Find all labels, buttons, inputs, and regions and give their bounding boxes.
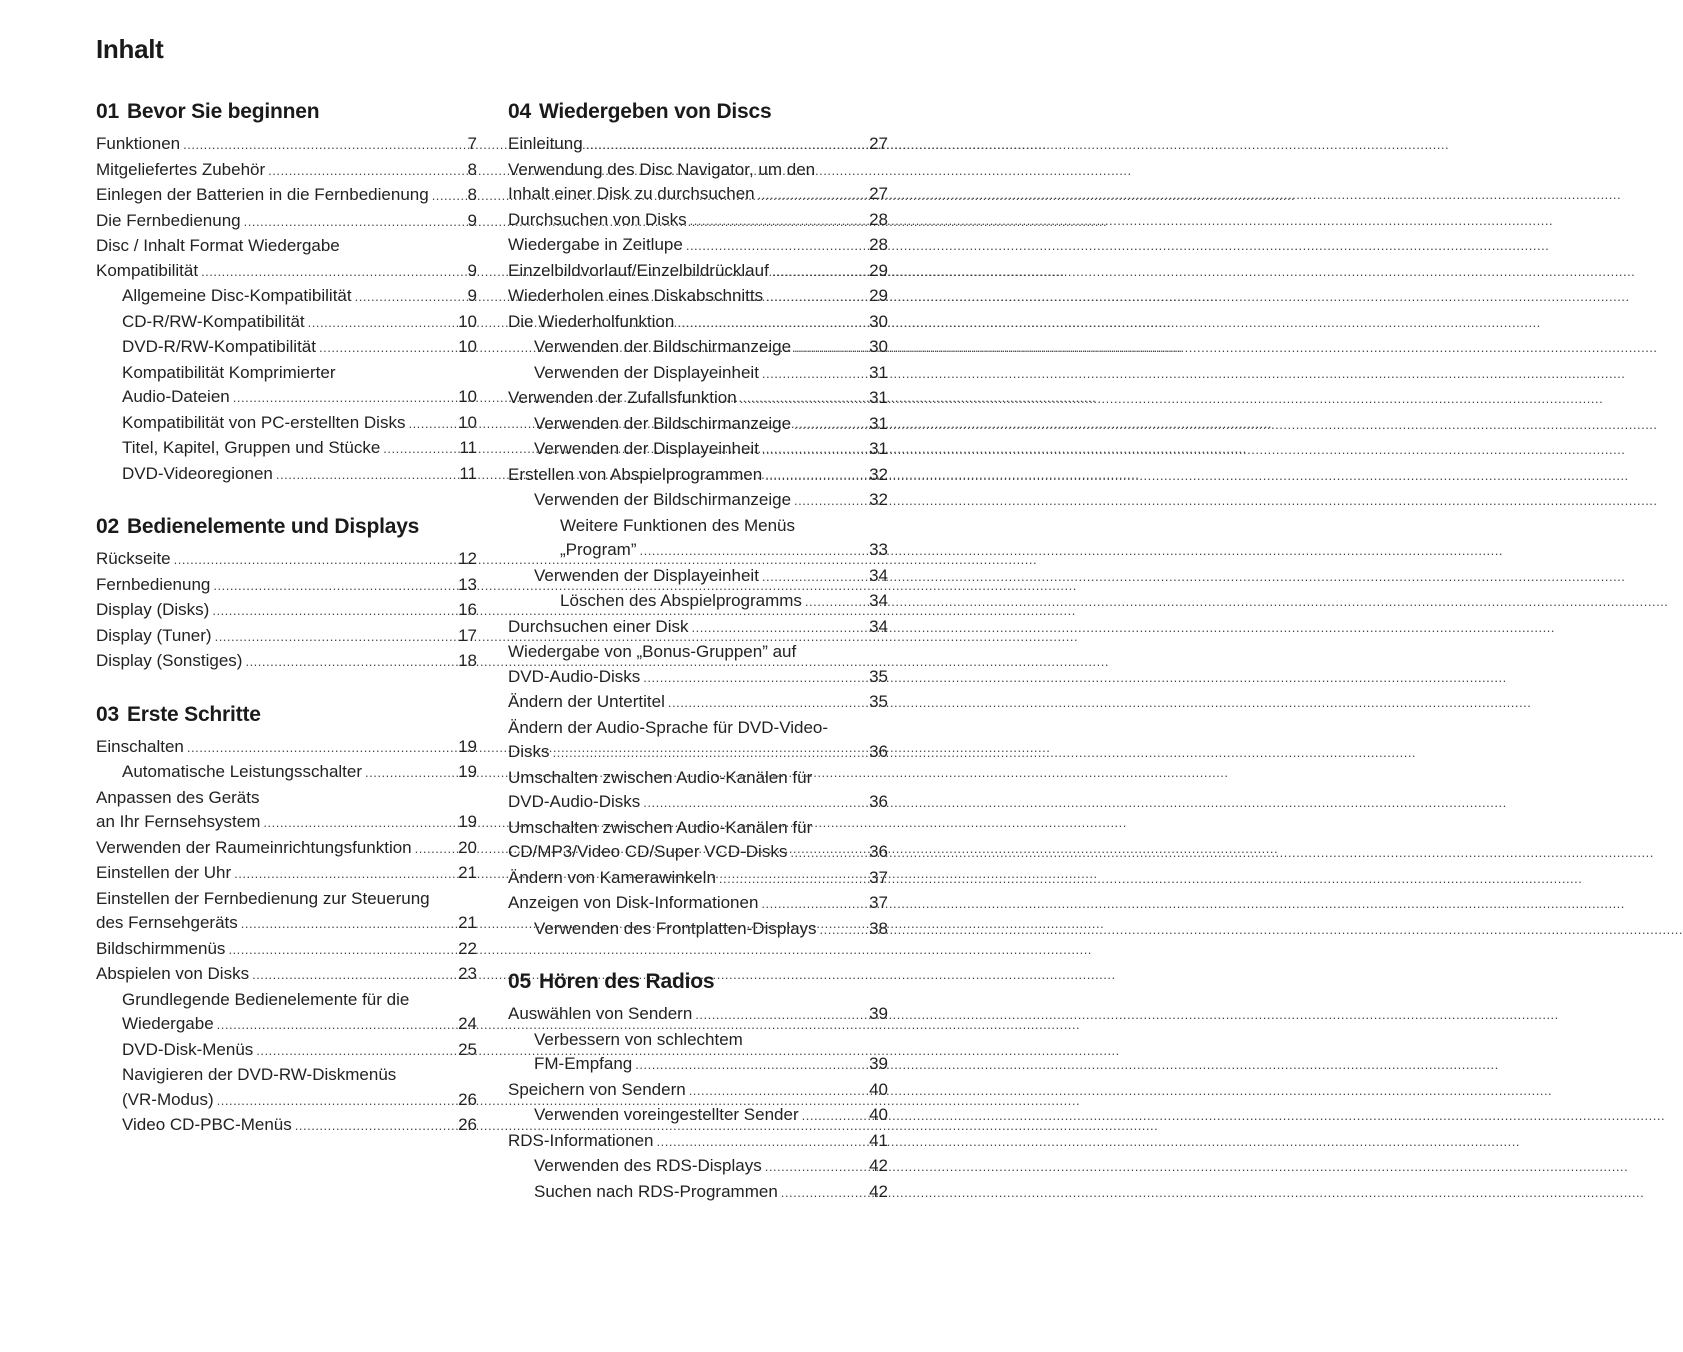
section-number: 05 — [508, 970, 531, 993]
dot-leader — [244, 210, 465, 235]
dot-leader — [794, 413, 866, 438]
toc-entry-line[interactable]: Grundlegende Bedienelemente für die — [122, 989, 410, 1009]
dot-leader — [586, 133, 866, 158]
toc-entry[interactable] — [96, 760, 477, 786]
page-number: 8 — [467, 185, 477, 204]
dot-leader — [758, 183, 866, 208]
dot-leader — [820, 918, 867, 943]
page-number: 35 — [869, 666, 888, 686]
page-number: 27 — [869, 134, 888, 153]
toc-entry[interactable] — [96, 1012, 477, 1038]
page-number: 31 — [869, 413, 888, 433]
toc-entry[interactable] — [508, 412, 888, 438]
page-number: 39 — [869, 1054, 888, 1073]
page-number: 29 — [869, 260, 888, 280]
toc-entry-title: RDS-Informationen — [508, 1130, 654, 1150]
page-number: 7 — [467, 134, 477, 153]
toc-entry-title: Bildschirmmenüs — [96, 938, 226, 958]
toc-entry[interactable] — [508, 361, 888, 387]
page-number: 20 — [458, 837, 477, 857]
dot-leader — [695, 1003, 866, 1028]
page-number: 22 — [458, 938, 477, 958]
toc-entry[interactable] — [508, 1002, 888, 1028]
page-number: 17 — [458, 625, 477, 645]
dot-leader — [691, 616, 866, 641]
page-number: 42 — [869, 1156, 888, 1175]
page-number: 10 — [458, 337, 477, 356]
toc-entry-title: Verwenden des Frontplatten-Displays — [534, 918, 817, 938]
page-number: 24 — [458, 1014, 477, 1033]
toc-entry-title: Verwenden der Bildschirmanzeige — [534, 337, 792, 356]
page-number: 18 — [458, 651, 477, 670]
dot-leader — [187, 736, 455, 761]
toc-entry[interactable] — [508, 840, 888, 866]
dot-leader — [805, 590, 866, 615]
toc-entry-line[interactable]: Umschalten zwischen Audio-Kanälen für — [508, 817, 813, 837]
section-heading — [508, 96, 888, 128]
section-title: Hören des Radios — [538, 970, 715, 993]
toc-entry-title: (VR-Modus) — [122, 1089, 214, 1109]
toc-entry[interactable] — [96, 132, 477, 158]
page-number: 26 — [458, 1115, 477, 1134]
toc-entry[interactable] — [508, 1154, 888, 1180]
toc-entry-line[interactable]: Verwendung des Disc Navigator, um den — [508, 159, 816, 179]
toc-entry[interactable] — [96, 649, 477, 675]
toc-entry[interactable] — [508, 437, 888, 463]
page-number: 28 — [869, 209, 888, 229]
toc-entry[interactable] — [508, 917, 888, 943]
dot-leader — [643, 666, 866, 691]
toc-entry[interactable] — [96, 335, 477, 361]
page-number: 11 — [459, 438, 477, 457]
toc-entry[interactable] — [508, 1180, 888, 1206]
section-title: Wiedergeben von Discs — [538, 100, 772, 123]
toc-entry-title: Einlegen der Batterien in die Fernbedienung — [96, 185, 429, 204]
dot-leader — [762, 565, 866, 590]
dot-leader — [765, 464, 866, 489]
toc-entry-line[interactable]: Anpassen des Geräts — [96, 787, 260, 807]
dot-leader — [319, 336, 455, 361]
toc-entry[interactable] — [508, 132, 888, 158]
toc-entry[interactable] — [96, 911, 477, 937]
page-number: 9 — [467, 260, 477, 280]
page-number: 11 — [459, 463, 477, 483]
toc-entry-title: Disks — [508, 742, 550, 761]
section-title: Bevor Sie beginnen — [126, 100, 320, 123]
dot-leader — [383, 437, 456, 462]
toc-entry[interactable] — [508, 488, 888, 514]
dot-leader — [217, 1089, 455, 1114]
page-number: 31 — [869, 439, 888, 458]
dot-leader — [365, 761, 455, 786]
page-number: 31 — [869, 362, 888, 382]
toc-entry-title: Verwenden der Zufallsfunktion — [508, 388, 737, 407]
toc-entry[interactable] — [96, 462, 477, 488]
toc-entry-title: Anzeigen von Disk-Informationen — [508, 893, 759, 912]
dot-leader — [245, 650, 455, 675]
dot-leader — [643, 791, 866, 816]
dot-leader — [212, 599, 455, 624]
dot-leader — [689, 1079, 866, 1104]
page-number: 21 — [458, 913, 477, 932]
page-number: 10 — [458, 387, 477, 406]
toc-entry-title: Erstellen von Abspielprogrammen — [508, 464, 763, 484]
toc-entry-title: DVD-Disk-Menüs — [122, 1039, 254, 1059]
dot-leader — [241, 912, 455, 937]
toc-entry-title: Display (Sonstiges) — [96, 651, 243, 670]
dot-leader — [174, 548, 455, 573]
dot-leader — [762, 362, 866, 387]
section-number: 03 — [96, 702, 119, 726]
toc-entry-title: Display (Tuner) — [96, 625, 212, 645]
page-number: 27 — [869, 184, 888, 203]
page-number: 13 — [458, 574, 477, 594]
page-number: 29 — [869, 286, 888, 305]
toc-entry-line[interactable]: Einstellen der Fernbedienung zur Steuerung — [96, 888, 430, 908]
toc-entry[interactable] — [96, 1038, 477, 1064]
toc-entry-title: Funktionen — [96, 134, 181, 153]
toc-entry-title: Mitgeliefertes Zubehör — [96, 159, 266, 179]
toc-entry-title: Fernbedienung — [96, 574, 211, 594]
dot-leader — [794, 489, 866, 514]
toc-entry[interactable] — [508, 259, 888, 285]
page-number: 26 — [458, 1089, 477, 1109]
toc-section — [96, 96, 477, 487]
toc-entry-title: Verwenden der Bildschirmanzeige — [534, 413, 792, 433]
dot-leader — [415, 837, 455, 862]
toc-entry-title: Abspielen von Disks — [96, 964, 250, 983]
toc-entry[interactable] — [508, 740, 888, 766]
page-number: 21 — [458, 863, 477, 882]
toc-entry-title: Ändern der Untertitel — [508, 692, 665, 711]
dot-leader — [765, 1155, 866, 1180]
dot-leader — [790, 841, 866, 866]
toc-section — [508, 96, 888, 942]
page-number: 19 — [458, 762, 477, 781]
toc-entry-title: Verwenden der Bildschirmanzeige — [534, 490, 792, 509]
toc-entry-title: DVD-Videoregionen — [122, 463, 273, 483]
page-number: 32 — [869, 464, 888, 484]
toc-entry-title: Einschalten — [96, 736, 184, 756]
toc-entry[interactable] — [508, 665, 888, 691]
page-title: Inhalt — [96, 34, 164, 64]
dot-leader — [228, 938, 455, 963]
section-number: 01 — [96, 100, 119, 123]
section-number: 02 — [96, 515, 119, 538]
toc-entry[interactable] — [96, 573, 477, 599]
toc-entry-line[interactable]: Weitere Funktionen des Menüs — [560, 515, 795, 535]
toc-entry-title: Inhalt einer Disk zu durchsuchen — [508, 184, 755, 203]
dot-leader — [794, 336, 866, 361]
toc-entry-title: Suchen nach RDS-Programmen — [534, 1181, 778, 1201]
toc-entry-title: „Program” — [560, 540, 637, 559]
toc-entry[interactable] — [508, 335, 888, 361]
page-number: 38 — [869, 918, 888, 938]
toc-section — [96, 511, 477, 675]
dot-leader — [772, 260, 866, 285]
dot-leader — [308, 311, 455, 336]
toc-entry[interactable] — [96, 259, 477, 285]
page-number: 25 — [458, 1039, 477, 1059]
toc-entry[interactable] — [96, 735, 477, 761]
page-number: 39 — [869, 1004, 888, 1023]
toc-entry-title: Wiedergabe — [122, 1014, 214, 1033]
toc-entry[interactable] — [508, 386, 888, 412]
dot-leader — [252, 963, 455, 988]
toc-entry[interactable] — [508, 790, 888, 816]
toc-entry-title: Einstellen der Uhr — [96, 863, 232, 882]
toc-entry-title: Video CD-PBC-Menüs — [122, 1115, 292, 1134]
toc-entry[interactable] — [96, 624, 477, 650]
toc-section — [508, 966, 888, 1205]
toc-entry-title: Automatische Leistungsschalter — [122, 762, 363, 781]
toc-entry[interactable] — [96, 962, 477, 988]
toc-entry-title: Verwenden der Raumeinrichtungsfunktion — [96, 837, 412, 857]
dot-leader — [802, 1104, 866, 1129]
page-number: 10 — [458, 412, 477, 432]
toc-entry[interactable] — [508, 182, 888, 208]
page-number: 42 — [869, 1181, 888, 1201]
dot-leader — [263, 811, 455, 836]
toc-entry-title: Die Wiederholfunktion — [508, 311, 675, 331]
toc-entry-title: Verwenden des RDS-Displays — [534, 1156, 762, 1175]
dot-leader — [719, 867, 866, 892]
dot-leader — [256, 1039, 455, 1064]
page-number: 41 — [869, 1130, 888, 1150]
toc-section — [96, 699, 477, 1139]
page-number: 9 — [467, 210, 477, 230]
toc-entry[interactable] — [96, 385, 477, 411]
toc-entry-title: Verwenden der Displayeinheit — [534, 362, 759, 382]
toc-entry[interactable] — [96, 1088, 477, 1114]
toc-entry[interactable] — [96, 209, 477, 235]
toc-entry-title: Durchsuchen einer Disk — [508, 616, 689, 636]
page-number: 34 — [869, 616, 888, 636]
page-number: 34 — [869, 591, 888, 610]
dot-leader — [201, 260, 464, 285]
toc-entry-title: DVD-Audio-Disks — [508, 792, 641, 811]
dot-leader — [295, 1114, 455, 1139]
toc-entry[interactable] — [508, 690, 888, 716]
dot-leader — [766, 285, 866, 310]
dot-leader — [740, 387, 866, 412]
dot-leader — [217, 1013, 455, 1038]
toc-entry[interactable] — [508, 615, 888, 641]
toc-entry[interactable] — [508, 284, 888, 310]
toc-entry[interactable] — [508, 866, 888, 892]
page-number: 40 — [869, 1079, 888, 1099]
toc-entry-title: DVD-Audio-Disks — [508, 666, 641, 686]
dot-leader — [276, 463, 456, 488]
toc-entry-title: Ändern von Kamerawinkeln — [508, 867, 716, 887]
dot-leader — [762, 438, 866, 463]
dot-leader — [355, 285, 465, 310]
dot-leader — [781, 1181, 866, 1206]
toc-entry[interactable] — [96, 810, 477, 836]
dot-leader — [408, 412, 455, 437]
page-number: 35 — [869, 692, 888, 711]
dot-leader — [657, 1130, 867, 1155]
page-number: 12 — [458, 549, 477, 568]
page-number: 9 — [467, 286, 477, 305]
toc-entry-title: DVD-R/RW-Kompatibilität — [122, 337, 316, 356]
page-number: 31 — [869, 388, 888, 407]
toc-entry-line[interactable]: Disc / Inhalt Format Wiedergabe — [96, 236, 340, 255]
toc-entry-title: Wiedergabe in Zeitlupe — [508, 235, 683, 254]
toc-entry-title: Kompatibilität — [96, 260, 199, 280]
toc-entry[interactable] — [508, 1103, 888, 1129]
toc-entry[interactable] — [96, 861, 477, 887]
toc-entry-title: FM-Empfang — [534, 1054, 633, 1073]
page-number: 36 — [869, 742, 888, 761]
dot-leader — [432, 184, 465, 209]
toc-entry[interactable] — [96, 836, 477, 862]
section-heading — [96, 699, 477, 731]
toc-entry-line[interactable]: Umschalten zwischen Audio-Kanälen für — [508, 767, 813, 787]
toc-entry[interactable] — [508, 463, 888, 489]
page-number: 10 — [458, 311, 477, 331]
page-number: 32 — [869, 490, 888, 509]
toc-entry-title: CD-R/RW-Kompatibilität — [122, 311, 305, 331]
page-number: 34 — [869, 565, 888, 585]
toc-entry-title: Allgemeine Disc-Kompatibilität — [122, 286, 352, 305]
toc-entry[interactable] — [96, 411, 477, 437]
dot-leader — [213, 574, 455, 599]
page-number: 8 — [467, 159, 477, 179]
dot-leader — [690, 209, 867, 234]
toc-entry[interactable] — [96, 158, 477, 184]
dot-leader — [640, 539, 867, 564]
toc-entry-line[interactable]: Verbessern von schlechtem — [534, 1029, 743, 1049]
dot-leader — [234, 862, 455, 887]
page-number: 19 — [458, 812, 477, 831]
toc-entry-title: an Ihr Fernsehsystem — [96, 812, 261, 831]
section-heading — [96, 96, 477, 128]
toc-entry[interactable] — [96, 1113, 477, 1139]
toc-entry[interactable] — [508, 589, 888, 615]
page-number: 40 — [869, 1105, 888, 1124]
toc-entry-title: Die Fernbedienung — [96, 210, 241, 230]
toc-entry-title: CD/MP3/Video CD/Super VCD-Disks — [508, 842, 788, 861]
toc-entry[interactable] — [508, 538, 888, 564]
page-number: 19 — [458, 736, 477, 756]
section-heading — [508, 966, 888, 998]
page-number: 30 — [869, 337, 888, 356]
toc-entry[interactable] — [508, 208, 888, 234]
page-number: 28 — [869, 235, 888, 254]
section-title: Erste Schritte — [126, 702, 261, 726]
toc-entry[interactable] — [96, 310, 477, 336]
section-title: Bedienelemente und Displays — [126, 515, 420, 538]
toc-entry[interactable] — [508, 233, 888, 259]
page-number: 16 — [458, 600, 477, 619]
toc-entry-title: Rückseite — [96, 549, 171, 568]
toc-entry-title: Titel, Kapitel, Gruppen und Stücke — [122, 438, 381, 457]
toc-entry-title: Wiederholen eines Diskabschnitts — [508, 286, 764, 305]
dot-leader — [215, 625, 456, 650]
toc-column-left — [96, 96, 477, 1163]
page-number: 36 — [869, 842, 888, 861]
toc-entry[interactable] — [508, 891, 888, 917]
page-number: 37 — [869, 893, 888, 912]
toc-entry-line[interactable]: Wiedergabe von „Bonus-Gruppen” auf — [508, 642, 797, 661]
toc-entry[interactable] — [96, 598, 477, 624]
section-heading — [96, 511, 477, 543]
dot-leader — [233, 386, 455, 411]
toc-entry[interactable] — [508, 1129, 888, 1155]
toc-entry[interactable] — [96, 183, 477, 209]
dot-leader — [268, 159, 464, 184]
dot-leader — [553, 741, 867, 766]
toc-entry-title: Verwenden der Displayeinheit — [534, 439, 759, 458]
toc-entry[interactable] — [96, 436, 477, 462]
page-number: 36 — [869, 792, 888, 811]
page-number: 37 — [869, 867, 888, 887]
toc-entry-line[interactable]: Navigieren der DVD-RW-Diskmenüs — [122, 1065, 397, 1084]
toc-entry[interactable] — [96, 547, 477, 573]
page-number: 23 — [458, 964, 477, 983]
toc-entry-title: Verwenden der Displayeinheit — [534, 565, 759, 585]
dot-leader — [668, 691, 866, 716]
toc-entry-title: des Fernsehgeräts — [96, 913, 238, 932]
section-number: 04 — [508, 100, 531, 123]
toc-entry-line[interactable]: Ändern der Audio-Sprache für DVD-Video- — [508, 717, 829, 737]
toc-entry-title: Einleitung — [508, 134, 583, 153]
toc-entry[interactable] — [508, 1052, 888, 1078]
toc-entry-title: Löschen des Abspielprogramms — [560, 591, 802, 610]
toc-entry-title: Auswählen von Sendern — [508, 1004, 693, 1023]
dot-leader — [635, 1053, 866, 1078]
page-number: 33 — [869, 540, 888, 559]
toc-entry-title: Audio-Dateien — [122, 387, 230, 406]
toc-entry-title: Verwenden voreingestellter Sender — [534, 1105, 799, 1124]
toc-entry[interactable] — [508, 1078, 888, 1104]
dot-leader — [183, 133, 464, 158]
toc-entry-title: Display (Disks) — [96, 600, 210, 619]
toc-entry[interactable] — [508, 564, 888, 590]
toc-entry[interactable] — [508, 310, 888, 336]
dot-leader — [677, 311, 866, 336]
toc-column-right — [508, 96, 888, 1229]
toc-entry-line[interactable]: Kompatibilität Komprimierter — [122, 362, 336, 382]
toc-entry-title: Durchsuchen von Disks — [508, 209, 687, 229]
toc-entry-title: Kompatibilität von PC-erstellten Disks — [122, 412, 406, 432]
dot-leader — [686, 234, 866, 259]
page-number: 30 — [869, 311, 888, 331]
toc-entry-title: Speichern von Sendern — [508, 1079, 686, 1099]
toc-entry-title: Einzelbildvorlauf/Einzelbildrücklauf — [508, 260, 769, 280]
toc-entry[interactable] — [96, 284, 477, 310]
toc-entry[interactable] — [96, 937, 477, 963]
dot-leader — [761, 892, 866, 917]
